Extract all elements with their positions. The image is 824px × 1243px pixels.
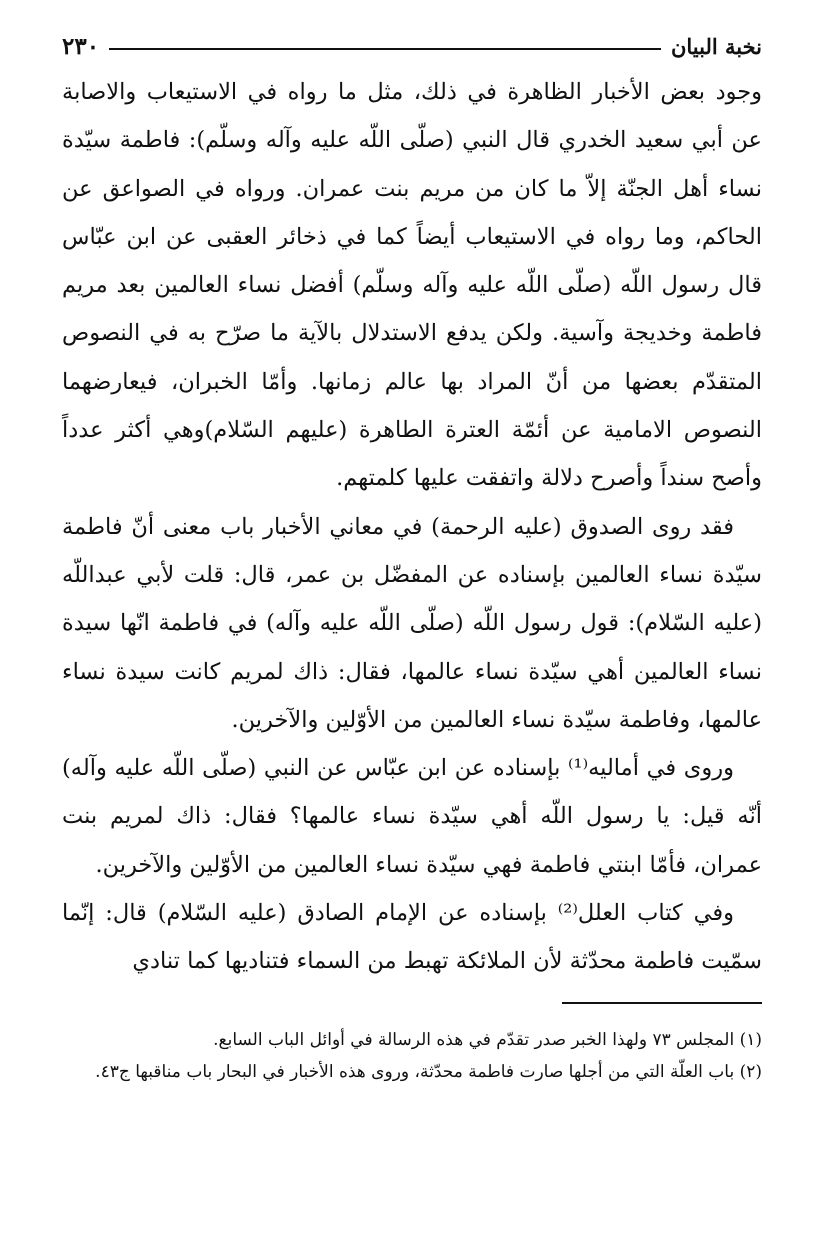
page-number: ٢٣٠ <box>62 32 100 60</box>
footnotes <box>62 1024 762 1088</box>
running-header <box>62 28 762 64</box>
book-title: نخبة البيان <box>670 33 762 59</box>
footnote: (١) المجلس ٧٣ ولهذا الخبر صدر تقدّم في هذه الرسالة في أوائل الباب السابع. <box>213 1029 762 1050</box>
body-text <box>62 68 762 986</box>
book-page <box>62 28 762 1088</box>
paragraph: وروى في أماليه⁽¹⁾ بإسناده عن ابن عبّاس عن النبي (صلّى اللّه عليه وآله) أنّه قيل: يا رسول اللّه أهي سيّدة نساء عالمها؟ فقال: ذاك لمريم بنت عمران، فأمّا ابنتي فاطمة فهي سيّدة نساء العالمين من الأوّلين والآخرين. <box>62 755 762 878</box>
paragraph: وفي كتاب العلل⁽²⁾ بإسناده عن الإمام الصادق (عليه السّلام) قال: إنّما سمّيت فاطمة محدّثة لأن الملائكة تهبط من السماء فتناديها كما تنادي <box>62 900 762 975</box>
paragraph: فقد روى الصدوق (عليه الرحمة) في معاني الأخبار باب معنى أنّ فاطمة سيّدة نساء العالمين بإسناده عن المفضّل بن عمر، قال: قلت لأبي عبداللّه (عليه السّلام): قول رسول اللّه (صلّى اللّه عليه وآله) في فاطمة انّها سيدة نساء العالمين أهي سيّدة نساء عالمها، فقال: ذاك لمريم كانت سيدة نساء عالمها، وفاطمة سيّدة نساء العالمين من الأوّلين والآخرين. <box>62 513 762 733</box>
header-rule <box>109 48 661 50</box>
footnote-separator <box>562 1002 762 1004</box>
footnote: (٢) باب العلّة التي من أجلها صارت فاطمة محدّثة، وروى هذه الأخبار في البحار باب مناقبها ج٤٣. <box>95 1061 762 1082</box>
paragraph: وجود بعض الأخبار الظاهرة في ذلك، مثل ما رواه في الاستيعاب والاصابة عن أبي سعيد الخدري قال النبي (صلّى اللّه عليه وآله وسلّم): فاطمة سيّدة نساء أهل الجنّة إلاّ ما كان من مريم بنت عمران. ورواه في الصواعق عن الحاكم، وما رواه في الاستيعاب أيضاً كما في ذخائر العقبى عن ابن عبّاس قال رسول اللّه (صلّى اللّه عليه وآله وسلّم) أفضل نساء العالمين بعد مريم فاطمة وخديجة وآسية. ولكن يدفع الاستدلال بالآية ما صرّح به في النصوص المتقدّم بعضها من أنّ المراد بها عالم زمانها. وأمّا الخبران، فيعارضهما النصوص الامامية عن أئمّة العترة الطاهرة (عليهم السّلام)وهي أكثر عدداً وأصح سنداً وأصرح دلالة واتفقت عليها كلمتهم. <box>62 79 762 492</box>
